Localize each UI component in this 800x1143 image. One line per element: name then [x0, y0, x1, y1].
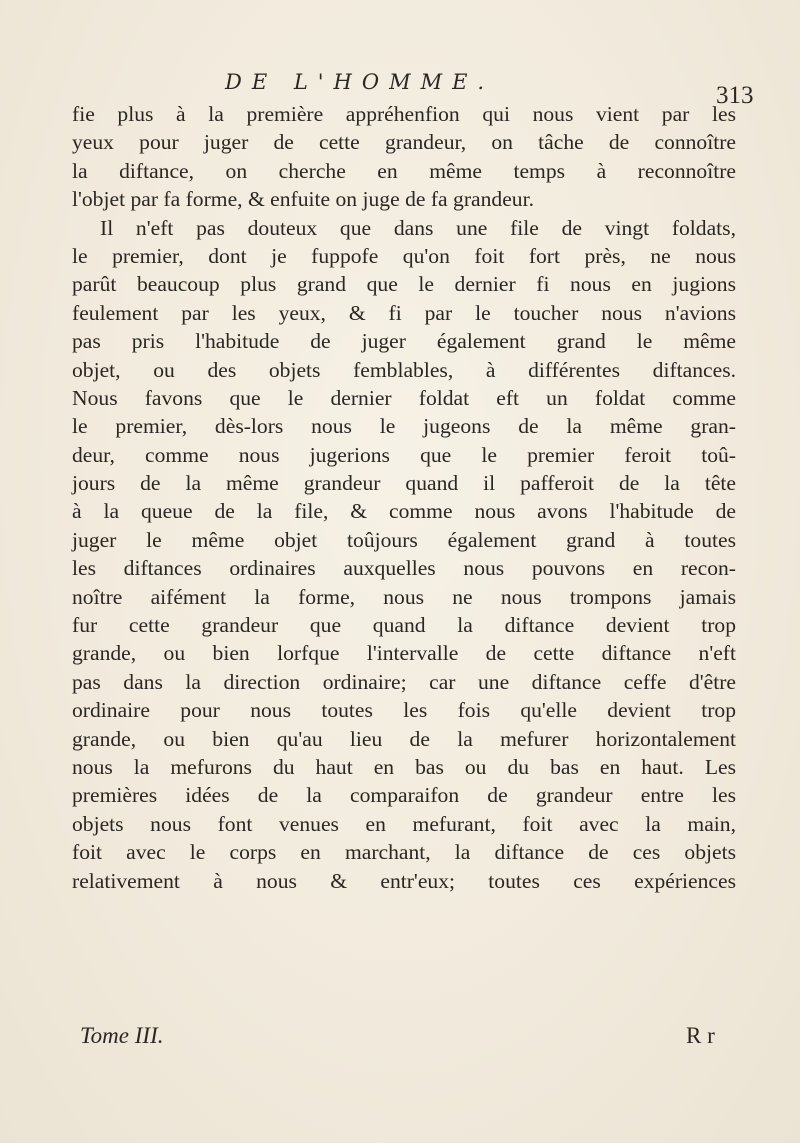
text-line: grande, ou bien qu'au lieu de la mefurer horizontalement [72, 726, 736, 751]
text-line: foit avec le corps en marchant, la diftance de ces objets [72, 840, 736, 865]
text-line: l'objet par fa forme, & enfuite on juge de fa grandeur. [72, 187, 534, 212]
text-line: le premier, dont je fuppofe qu'on foit fort près, ne nous [72, 243, 736, 268]
text-line: la diftance, on cherche en même temps à reconnoître [72, 158, 736, 183]
text-line: le premier, dès-lors nous le jugeons de la même gran- [72, 414, 736, 439]
text-line: pas dans la direction ordinaire; car une diftance ceffe d'être [72, 669, 736, 694]
body-text [72, 100, 736, 895]
text-line: Nous favons que le dernier foldat eft un foldat comme [72, 385, 736, 410]
text-line: Il n'eft pas douteux que dans une file de vingt foldats, [100, 215, 736, 240]
signature-mark: R r [686, 1023, 715, 1048]
page-number: 313 [716, 82, 754, 109]
text-line: jours de la même grandeur quand il pafferoit de la tête [72, 471, 736, 496]
text-line: pas pris l'habitude de juger également grand le même [72, 329, 736, 354]
page-footer [0, 1023, 800, 1053]
volume-label: Tome III. [80, 1023, 164, 1048]
text-line: à la queue de la file, & comme nous avons l'habitude de [72, 499, 736, 524]
text-line: deur, comme nous jugerions que le premier feroit toû- [72, 442, 736, 467]
text-line: ordinaire pour nous toutes les fois qu'elle devient trop [72, 698, 736, 723]
text-line: grande, ou bien lorfque l'intervalle de cette diftance n'eft [72, 641, 736, 666]
text-line: juger le même objet toûjours également grand à toutes [72, 527, 736, 552]
text-line: fur cette grandeur que quand la diftance devient trop [72, 613, 736, 638]
text-line: les diftances ordinaires auxquelles nous pouvons en recon- [72, 556, 736, 581]
text-line: noître aifément la forme, nous ne nous trompons jamais [72, 584, 736, 609]
text-line: premières idées de la comparaifon de grandeur entre les [72, 783, 736, 808]
text-line: relativement à nous & entr'eux; toutes ces expériences [72, 868, 736, 893]
text-line: yeux pour juger de cette grandeur, on tâche de connoître [72, 130, 736, 155]
text-line: feulement par les yeux, & fi par le toucher nous n'avions [72, 300, 736, 325]
text-line: nous la mefurons du haut en bas ou du bas en haut. Les [72, 754, 736, 779]
text-line: objet, ou des objets femblables, à différentes diftances. [72, 357, 736, 382]
text-line: fie plus à la première appréhenfion qui nous vient par les [72, 102, 736, 126]
running-head: DE L'HOMME. [225, 70, 495, 94]
text-line: objets nous font venues en mefurant, foit avec la main, [72, 811, 736, 836]
text-line: parût beaucoup plus grand que le dernier fi nous en jugions [72, 272, 736, 297]
